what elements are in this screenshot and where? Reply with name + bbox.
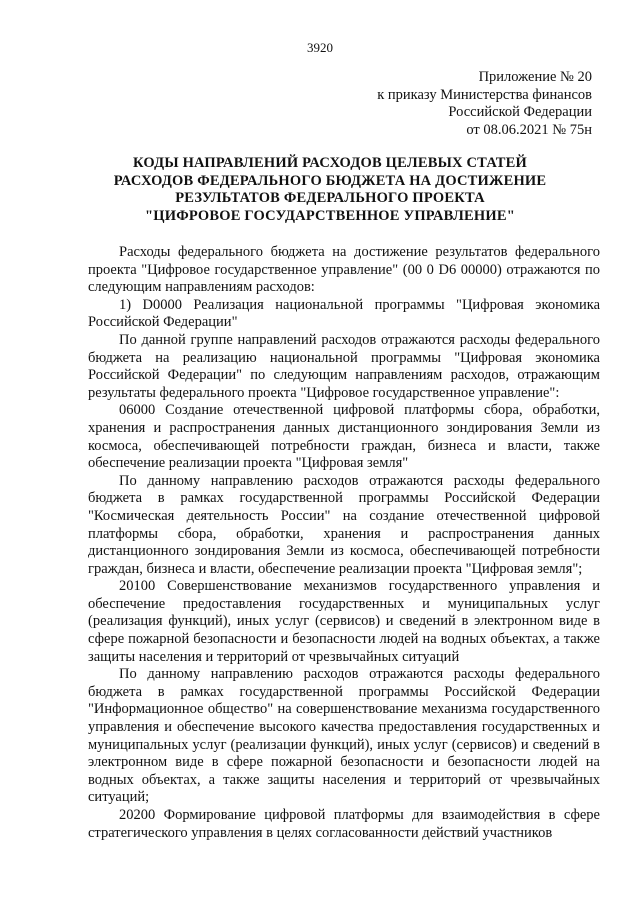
appendix-line: Приложение № 20 xyxy=(478,69,592,85)
appendix-line: Российской Федерации xyxy=(448,104,592,120)
paragraph-code-06000: 06000 Создание отечественной цифровой платформы сбора, обработки, хранения и распространения данных дистанционного зондирования Земли из космоса, обеспечивающей потребности граждан, бизнеса и власти, также обеспечение реализации проекта "Цифровая земля" xyxy=(88,402,600,472)
paragraph-code-06000-description: По данному направлению расходов отражаются расходы федерального бюджета в рамках государственной программы Российской Федерации "Космическая деятельность России" на создание отечественной цифровой платформы сбора, обработки, хранения и распространения данных дистанционного зондирования Земли из космоса, обеспечивающей потребности граждан, бизнеса и власти, обеспечение реализации проекта "Цифровая земля"; xyxy=(88,472,600,577)
paragraph-program-description: По данной группе направлений расходов отражаются расходы федерального бюджета на реализацию национальной программы "Цифровая экономика Российской Федерации" по следующим направлениям расходов, отражающим результаты федерального проекта "Цифровое государственное управление": xyxy=(88,331,600,401)
document-body xyxy=(88,244,600,842)
document-title xyxy=(60,155,600,225)
title-line: РЕЗУЛЬТАТОВ ФЕДЕРАЛЬНОГО ПРОЕКТА xyxy=(175,190,485,207)
appendix-line: к приказу Министерства финансов xyxy=(377,86,592,103)
title-line: РАСХОДОВ ФЕДЕРАЛЬНОГО БЮДЖЕТА НА ДОСТИЖЕНИЕ xyxy=(113,172,547,189)
paragraph-code-20200: 20200 Формирование цифровой платформы для взаимодействия в сфере стратегического управления в целях согласованности действий участников xyxy=(88,807,600,841)
paragraph-program-d0000: 1) D0000 Реализация национальной программы "Цифровая экономика Российской Федерации" xyxy=(88,296,600,331)
paragraph-code-20100: 20100 Совершенствование механизмов государственного управления и обеспечение предоставления государственных и муниципальных услуг (реализация функций), иных услуг (сервисов) и сведений в электронном виде в сфере пожарной безопасности и безопасности людей на водных объектах, а также защиты населения и территорий от чрезвычайных ситуаций xyxy=(88,578,600,665)
page-number: 3920 xyxy=(307,40,333,55)
paragraph-intro: Расходы федерального бюджета на достижение результатов федерального проекта "Цифровое государственное управление" (00 0 D6 00000) отражаются по следующим направлениям расходов: xyxy=(88,244,600,296)
appendix-line: от 08.06.2021 № 75н xyxy=(466,121,592,138)
appendix-reference xyxy=(332,69,592,139)
title-line: "ЦИФРОВОЕ ГОСУДАРСТВЕННОЕ УПРАВЛЕНИЕ" xyxy=(145,207,515,224)
title-line: КОДЫ НАПРАВЛЕНИЙ РАСХОДОВ ЦЕЛЕВЫХ СТАТЕЙ xyxy=(133,155,527,171)
paragraph-code-20100-description: По данному направлению расходов отражаются расходы федерального бюджета в рамках государственной программы Российской Федерации "Информационное общество" на совершенствование механизма государственного управления и обеспечение высокого качества предоставления государственных и муниципальных услуг (реализации функций), иных услуг (сервисов) и сведений в электронном виде в сфере пожарной безопасности и безопасности людей на водных объектах, а также защиты населения и территорий от чрезвычайных ситуаций; xyxy=(88,666,600,806)
